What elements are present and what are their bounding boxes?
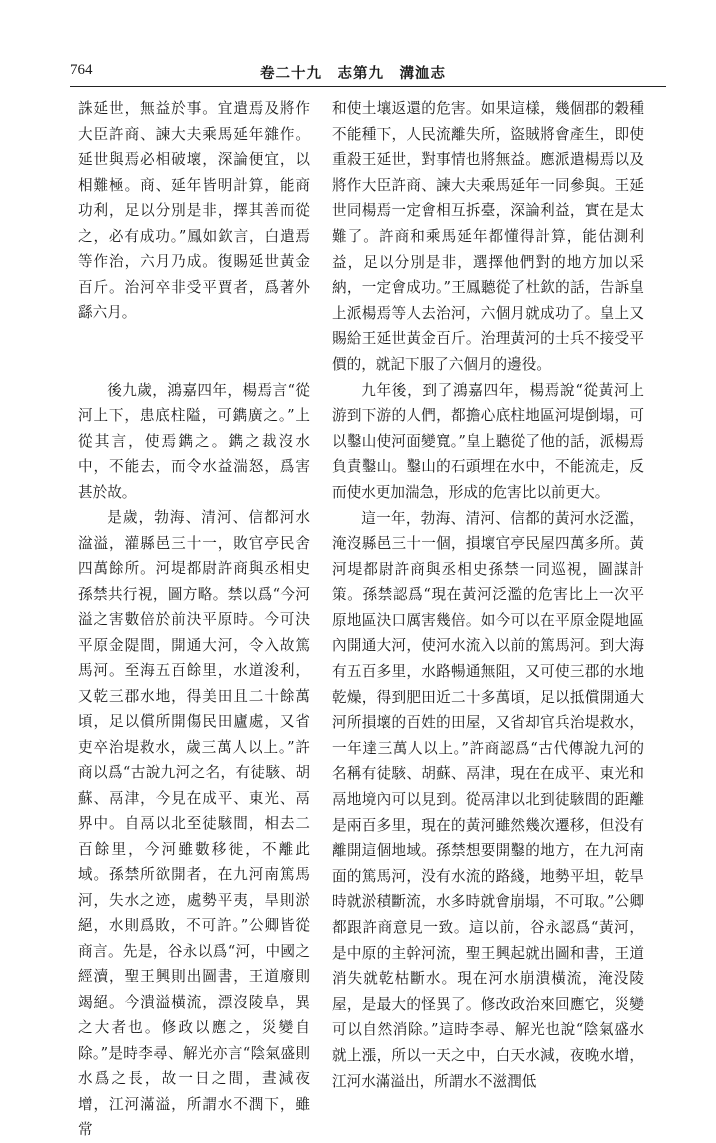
translation-paragraph-3: 這一年，勃海、清河、信都的黃河水泛濫，淹沒縣邑三十一個，損壞官亭民屋四萬多所。黃河堤都尉許商與丞相史孫禁一同巡視，圖謀計策。孫禁認爲“現在黃河泛濫的危害比上一次平原地區決口厲害幾倍。如今可以在平原金隄地區內開通大河，使河水流入以前的篤馬河。到大海有五百多里，水路暢通無阻，又可使三郡的水地乾燥，得到肥田近二十多萬頃，足以抵償開通大河所損壞的百姓的田屋，又省却官兵治堤救水，一年達三萬人以上。”許商認爲“古代傳說九河的名稱有徒駭、胡蘇、鬲津，現在在成平、東光和鬲地境內可以見到。從鬲津以北到徒駭間的距離是兩百多里，現在的黃河雖然幾次遷移，但没有離開這個地域。孫禁想要開鑿的地方，在九河南面的篤馬河，没有水流的路綫，地勢平坦，乾旱時就淤積斷流，水多時就會崩塌，不可取。”公卿都跟許商意見一致。這以前，谷永認爲“黃河，是中原的主幹河流，聖王興起就出圖和書，王道消失就乾枯斷水。現在河水崩潰橫流，淹没陵屋，是最大的怪異了。修改政治來回應它，災變可以自然消除。”這時李尋、解光也說“陰氣盛水就上漲，所以一天之中，白天水減，夜晚水增，江河水滿溢出，所謂水不滋潤低 [332,509,644,1090]
header-rule [70,86,666,87]
classical-paragraph-3: 是歲，勃海、清河、信都河水湓溢，灌縣邑三十一，敗官亭民舍四萬餘所。河堤都尉許商與丞相史孫禁共行視，圖方略。禁以爲“今河溢之害數倍於前決平原時。今可決平原金隄間，開通大河，令入故篤馬河。至海五百餘里，水道浚利，又乾三郡水地，得美田且二十餘萬頃，足以償所開傷民田廬處，又省吏卒治堤救水，歲三萬人以上。”許商以爲“古說九河之名，有徒駭、胡蘇、鬲津，今見在成平、東光、鬲界中。自鬲以北至徒駭間，相去二百餘里，今河雖數移徙，不離此域。孫禁所欲開者，在九河南篤馬河，失水之迹，處勢平夷，旱則淤絕，水則爲敗，不可許。”公卿皆從商言。先是，谷永以爲“河，中國之經瀆，聖王興則出圖書，王道廢則竭絕。今潰溢橫流，漂沒陵阜，異之大者也。修政以應之，災變自除。”是時李尋、解光亦言“陰氣盛則水爲之長，故一日之間，晝減夜增，江河滿溢，所謂水不潤下，雖常 [78,509,310,1138]
translation-text-column [332,96,644,1094]
page-header [70,62,666,84]
paragraph-gap [78,326,310,378]
translation-paragraph-2: 九年後，到了鴻嘉四年，楊焉說“從黃河上游到下游的人們，都擔心底柱地區河堤倒塌，可以鑿山使河面變寬。”皇上聽從了他的話，派楊焉負責鑿山。鑿山的石頭埋在水中，不能流走，反而使水更加湍急，形成的危害比以前更大。 [332,381,644,501]
translation-paragraph-1: 和使土壤返還的危害。如果這樣，幾個郡的穀種不能種下，人民流離失所，盜賊將會產生，即使重殺王延世，對事情也將無益。應派遣楊焉以及將作大臣許商、諫大夫乘馬延年一同參與。王延世同楊焉一定會相互拆臺，深論利益，實在是太難了。許商和乘馬延年都懂得計算，能估測利益，足以分別是非，選擇他們對的地方加以采納，一定會成功。”王鳳聽從了杜欽的話，告訴皇上派楊焉等人去治河，六個月就成功了。皇上又賜給王延世黃金百斤。治理黃河的士兵不接受平價的，就記下服了六個月的邊役。 [332,100,644,373]
classical-paragraph-1: 誅延世，無益於事。宜遣焉及將作大臣許商、諫大夫乘馬延年雜作。延世與焉必相破壞，深論便宜，以相難極。商、延年皆明計算，能商功利，足以分別是非，擇其善而從之，必有成功。”鳳如欽言，白遣焉等作治，六月乃成。復賜延世黃金百斤。治河卒非受平賈者，爲著外繇六月。 [78,100,310,321]
running-title: 卷二十九 志第九 溝洫志 [260,65,446,82]
classical-text-column [78,96,310,1143]
page-number: 764 [70,62,93,78]
classical-paragraph-2: 後九歲，鴻嘉四年，楊焉言“從河上下，患底柱隘，可鐫廣之。”上從其言，使焉鐫之。鐫之裁沒水中，不能去，而令水益湍怒，爲害甚於故。 [78,381,310,501]
